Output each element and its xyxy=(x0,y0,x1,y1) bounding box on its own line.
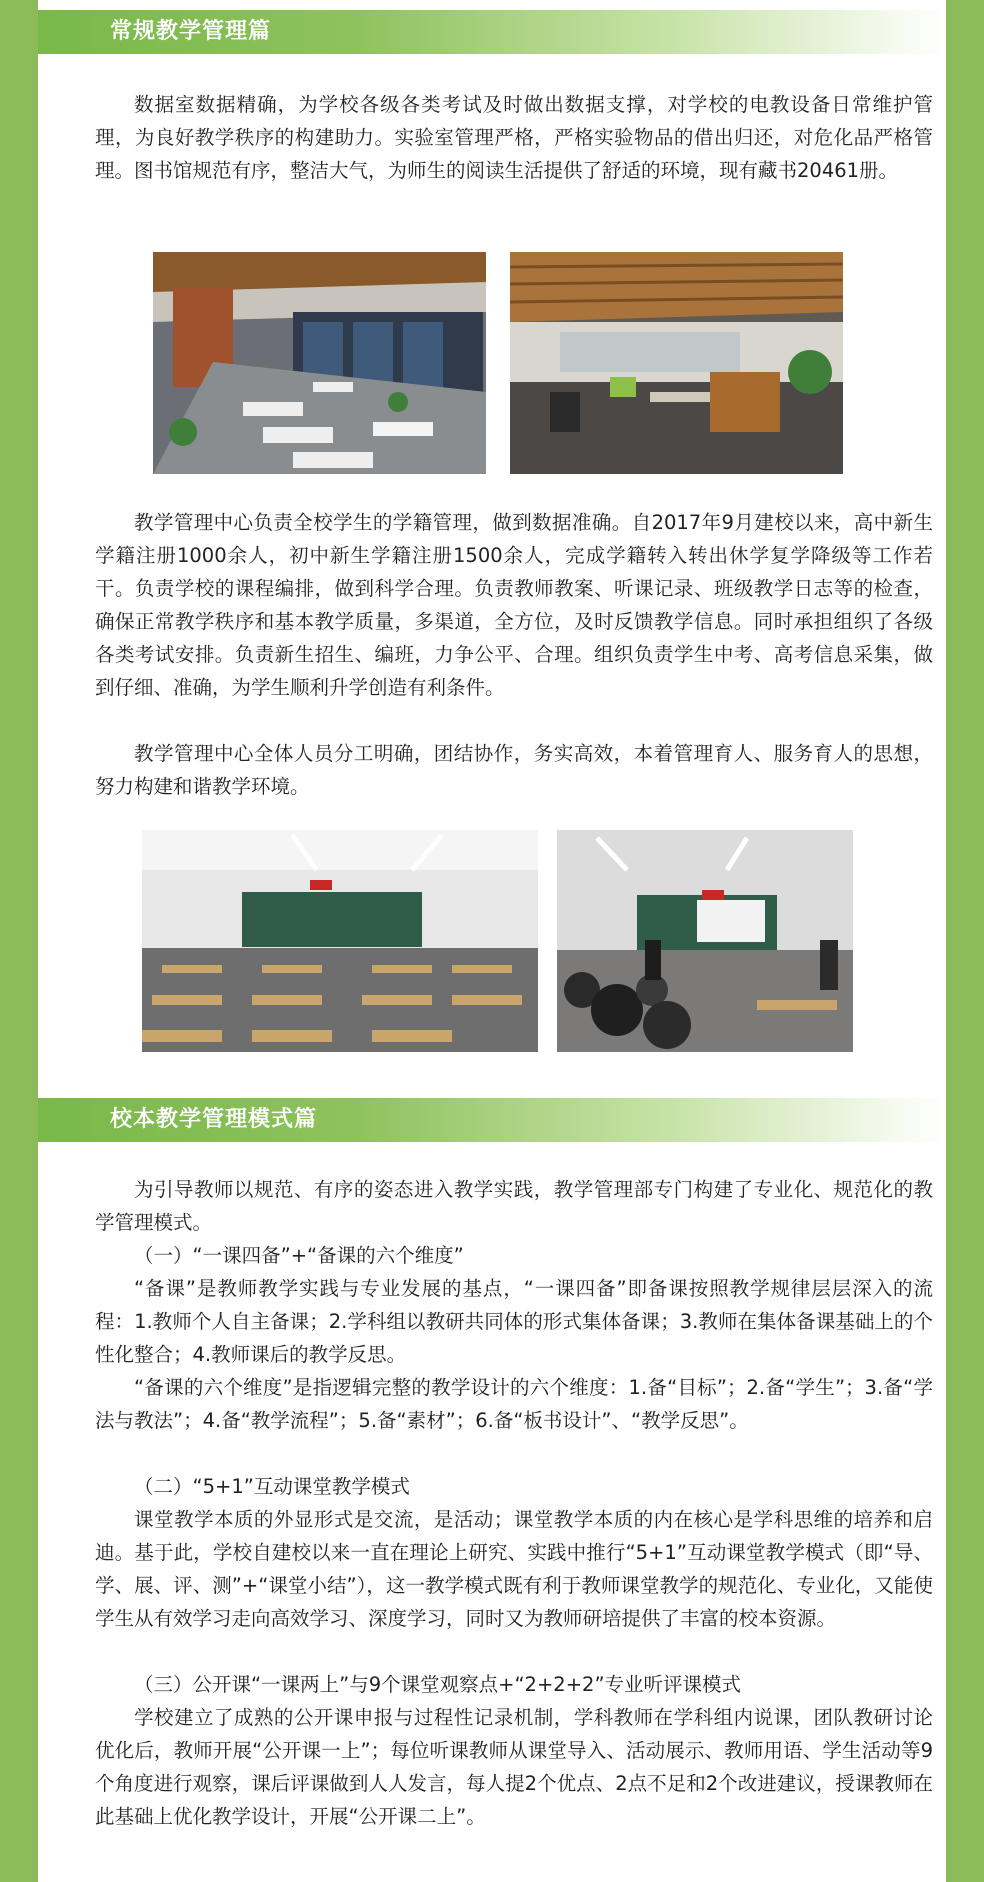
section-title: 常规教学管理篇 xyxy=(110,19,272,44)
paragraph-interactive-model: 课堂教学本质的外显形式是交流，是活动；课堂教学本质的内在核心是学科思维的培养和启迪。基于此，学校自建校以来一直在理论上研究、实践中推行“5+1”互动课堂教学模式（即“导、学、展、评、测”+“课堂小结”），这一教学模式既有利于教师课堂教学的规范化、专业化，又能使学生从有效学习走向高效学习、深度学习，同时又为教师研培提供了丰富的校本资源。 xyxy=(95,1508,933,1630)
heading-one-lesson-four-prep: （一）“一课四备”+“备课的六个维度” xyxy=(134,1244,464,1267)
paragraph-lesson-prep: “备课”是教师教学实践与专业发展的基点，“一课四备”即备课按照教学规律层层深入的流程：1.教师个人自主备课；2.学科组以教研共同体的形式集体备课；3.教师在集体备课基础上的个性化整合；4.教师课后的教学反思。 xyxy=(95,1277,933,1366)
paragraph-intro: 为引导教师以规范、有序的姿态进入教学实践，教学管理部专门构建了专业化、规范化的教学管理模式。 xyxy=(95,1178,933,1234)
section-title: 校本教学管理模式篇 xyxy=(110,1107,318,1132)
photo-library-open-area xyxy=(510,252,843,474)
heading-open-class: （三）公开课“一课两上”与9个课堂观察点+“2+2+2”专业听评课模式 xyxy=(134,1673,742,1696)
paragraph-six-dimensions: “备课的六个维度”是指逻辑完整的教学设计的六个维度：1.备“目标”；2.备“学生”；3.备“学法与教法”；4.备“教学流程”；5.备“素材”；6.备“板书设计”、“教学反思”。 xyxy=(95,1376,933,1432)
section-banner-school-based xyxy=(38,1098,946,1142)
paragraph-data-room: 数据室数据精确，为学校各级各类考试及时做出数据支撑，对学校的电教设备日常维护管理，为良好教学秩序的构建助力。实验室管理严格，严格实验物品的借出归还，对危化品严格管理。图书馆规范有序，整洁大气，为师生的阅读生活提供了舒适的环境，现有藏书20461册。 xyxy=(95,93,933,182)
paragraph-teaching-management: 教学管理中心负责全校学生的学籍管理，做到数据准确。自2017年9月建校以来，高中新生学籍注册1000余人，初中新生学籍注册1500余人，完成学籍转入转出休学复学降级等工作若干。负责学校的课程编排，做到科学合理。负责教师教案、听课记录、班级教学日志等的检查，确保正常教学秩序和基本教学质量，多渠道，全方位，及时反馈教学信息。同时承担组织了各级各类考试安排。负责新生招生、编班，力争公平、合理。组织负责学生中考、高考信息采集，做到仔细、准确，为学生顺利升学创造有利条件。 xyxy=(95,511,933,699)
article-page xyxy=(38,0,946,1882)
paragraph-open-class: 学校建立了成熟的公开课申报与过程性记录机制，学科教师在学科组内说课，团队教研讨论优化后，教师开展“公开课一上”；每位听课教师从课堂导入、活动展示、教师用语、学生活动等9个角度进行观察，课后评课做到人人发言，每人提2个优点、2点不足和2个改进建议，授课教师在此基础上优化教学设计，开展“公开课二上”。 xyxy=(95,1706,933,1828)
photo-classroom-lecture xyxy=(557,830,853,1052)
photo-empty-classroom xyxy=(142,830,538,1052)
paragraph-staff: 教学管理中心全体人员分工明确，团结协作，务实高效，本着管理育人、服务育人的思想，努力构建和谐教学环境。 xyxy=(95,742,933,798)
section-banner-routine xyxy=(38,10,946,54)
photo-library-room xyxy=(153,252,486,474)
heading-interactive-model: （二）“5+1”互动课堂教学模式 xyxy=(134,1475,410,1498)
